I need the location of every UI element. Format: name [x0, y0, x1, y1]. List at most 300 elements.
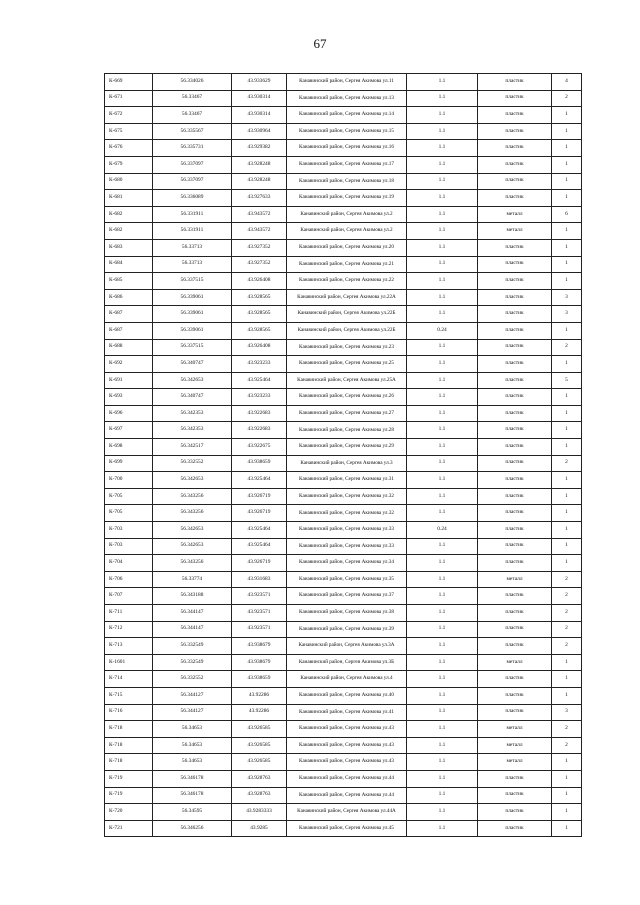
- site-code-cell: К-720: [105, 804, 153, 821]
- latitude-cell: 56.34653: [153, 721, 232, 738]
- table-row: [105, 505, 582, 522]
- longitude-cell: 43.926585: [232, 754, 287, 771]
- table-row: [105, 538, 582, 555]
- material-cell: пластик: [478, 322, 552, 339]
- longitude-cell: 43.926585: [232, 721, 287, 738]
- address-cell: Канавинский район, Сергея Акимова ул.3А: [287, 638, 407, 655]
- table-row: [105, 289, 582, 306]
- site-code-cell: К-703: [105, 522, 153, 539]
- site-code-cell: К-691: [105, 372, 153, 389]
- count-cell: 1: [552, 439, 582, 456]
- material-cell: пластик: [478, 339, 552, 356]
- count-cell: 1: [552, 770, 582, 787]
- volume-cell: 1.1: [407, 273, 478, 290]
- material-cell: пластик: [478, 289, 552, 306]
- volume-cell: 1.1: [407, 638, 478, 655]
- volume-cell: 1.1: [407, 737, 478, 754]
- count-cell: 2: [552, 588, 582, 605]
- material-cell: пластик: [478, 439, 552, 456]
- page-number: 67: [313, 36, 327, 51]
- volume-cell: 1.1: [407, 223, 478, 240]
- latitude-cell: 56.342653: [153, 372, 232, 389]
- longitude-cell: 43.933629: [232, 74, 287, 91]
- address-cell: Канавинский район, Сергея Акимова ул.32: [287, 505, 407, 522]
- longitude-cell: 43.925464: [232, 538, 287, 555]
- site-code-cell: К-687: [105, 322, 153, 339]
- volume-cell: 0.24: [407, 522, 478, 539]
- count-cell: 4: [552, 74, 582, 91]
- volume-cell: 1.1: [407, 107, 478, 124]
- longitude-cell: 43.926719: [232, 555, 287, 572]
- site-code-cell: К-693: [105, 389, 153, 406]
- address-cell: Канавинский район, Сергея Акимова ул.33: [287, 538, 407, 555]
- table-row: [105, 754, 582, 771]
- table-row: [105, 737, 582, 754]
- material-cell: пластик: [478, 704, 552, 721]
- latitude-cell: 56.343188: [153, 588, 232, 605]
- count-cell: 1: [552, 472, 582, 489]
- latitude-cell: 56.33713: [153, 256, 232, 273]
- latitude-cell: 56.331911: [153, 223, 232, 240]
- table-row: [105, 405, 582, 422]
- material-cell: металл: [478, 737, 552, 754]
- volume-cell: 1.1: [407, 405, 478, 422]
- count-cell: 1: [552, 538, 582, 555]
- address-cell: Канавинский район, Сергея Акимова ул.41: [287, 704, 407, 721]
- address-cell: Канавинский район, Сергея Акимова ул.44: [287, 770, 407, 787]
- volume-cell: 1.1: [407, 306, 478, 323]
- address-cell: Канавинский район, Сергея Акимова ул.40: [287, 687, 407, 704]
- address-cell: Канавинский район, Сергея Акимова ул.44: [287, 787, 407, 804]
- latitude-cell: 56.346256: [153, 820, 232, 837]
- latitude-cell: 56.344127: [153, 687, 232, 704]
- site-code-cell: К-716: [105, 704, 153, 721]
- site-code-cell: К-671: [105, 90, 153, 107]
- site-code-cell: К-714: [105, 671, 153, 688]
- site-code-cell: К-711: [105, 605, 153, 622]
- table-row: [105, 422, 582, 439]
- latitude-cell: 56.343256: [153, 555, 232, 572]
- volume-cell: 1.1: [407, 256, 478, 273]
- table-row: [105, 190, 582, 207]
- material-cell: пластик: [478, 173, 552, 190]
- site-code-cell: К-699: [105, 455, 153, 472]
- volume-cell: 1.1: [407, 787, 478, 804]
- longitude-cell: 43.927352: [232, 239, 287, 256]
- material-cell: пластик: [478, 190, 552, 207]
- longitude-cell: 43.928565: [232, 306, 287, 323]
- count-cell: 1: [552, 804, 582, 821]
- volume-cell: 1.1: [407, 804, 478, 821]
- material-cell: металл: [478, 571, 552, 588]
- material-cell: пластик: [478, 555, 552, 572]
- table-row: [105, 704, 582, 721]
- material-cell: пластик: [478, 389, 552, 406]
- material-cell: пластик: [478, 472, 552, 489]
- latitude-cell: 56.332552: [153, 671, 232, 688]
- volume-cell: 1.1: [407, 588, 478, 605]
- volume-cell: 1.1: [407, 671, 478, 688]
- count-cell: 6: [552, 206, 582, 223]
- site-code-cell: К-697: [105, 422, 153, 439]
- latitude-cell: 56.33713: [153, 239, 232, 256]
- material-cell: пластик: [478, 156, 552, 173]
- count-cell: 1: [552, 389, 582, 406]
- site-code-cell: К-676: [105, 140, 153, 157]
- site-code-cell: К-681: [105, 190, 153, 207]
- volume-cell: 0.24: [407, 322, 478, 339]
- longitude-cell: 43.925464: [232, 522, 287, 539]
- table-row: [105, 555, 582, 572]
- latitude-cell: 56.34595: [153, 804, 232, 821]
- site-code-cell: К-715: [105, 687, 153, 704]
- count-cell: 2: [552, 90, 582, 107]
- table-row: [105, 339, 582, 356]
- count-cell: 3: [552, 306, 582, 323]
- count-cell: 1: [552, 654, 582, 671]
- count-cell: 1: [552, 505, 582, 522]
- count-cell: 1: [552, 356, 582, 373]
- longitude-cell: 43.9283333: [232, 804, 287, 821]
- address-cell: Канавинский район, Сергея Акимова ул.39: [287, 621, 407, 638]
- longitude-cell: 43.928565: [232, 322, 287, 339]
- address-cell: Канавинский район, Сергея Акимова ул.19: [287, 190, 407, 207]
- volume-cell: 1.1: [407, 356, 478, 373]
- count-cell: 1: [552, 488, 582, 505]
- site-code-cell: К-682: [105, 206, 153, 223]
- count-cell: 2: [552, 721, 582, 738]
- longitude-cell: 43.929382: [232, 140, 287, 157]
- latitude-cell: 56.344147: [153, 621, 232, 638]
- volume-cell: 1.1: [407, 654, 478, 671]
- site-code-cell: К-703: [105, 538, 153, 555]
- table-row: [105, 787, 582, 804]
- address-cell: Канавинский район, Сергея Акимова ул.38: [287, 605, 407, 622]
- site-code-cell: К-705: [105, 488, 153, 505]
- longitude-cell: 43.943572: [232, 206, 287, 223]
- count-cell: 1: [552, 405, 582, 422]
- table-row: [105, 123, 582, 140]
- longitude-cell: 43.943572: [232, 223, 287, 240]
- site-code-cell: К-684: [105, 256, 153, 273]
- site-code-cell: К-704: [105, 555, 153, 572]
- count-cell: 1: [552, 223, 582, 240]
- table-row: [105, 173, 582, 190]
- latitude-cell: 56.337515: [153, 273, 232, 290]
- latitude-cell: 56.332552: [153, 455, 232, 472]
- latitude-cell: 56.335731: [153, 140, 232, 157]
- material-cell: пластик: [478, 538, 552, 555]
- material-cell: пластик: [478, 372, 552, 389]
- address-cell: Канавинский район, Сергея Акимова ул.22А: [287, 289, 407, 306]
- material-cell: пластик: [478, 687, 552, 704]
- count-cell: 1: [552, 671, 582, 688]
- latitude-cell: 56.340747: [153, 389, 232, 406]
- longitude-cell: 43.923571: [232, 621, 287, 638]
- count-cell: 2: [552, 737, 582, 754]
- longitude-cell: 43.928248: [232, 156, 287, 173]
- site-code-cell: К-718: [105, 754, 153, 771]
- material-cell: пластик: [478, 588, 552, 605]
- latitude-cell: 56.331911: [153, 206, 232, 223]
- latitude-cell: 56.33467: [153, 90, 232, 107]
- longitude-cell: 43.928565: [232, 289, 287, 306]
- material-cell: пластик: [478, 123, 552, 140]
- longitude-cell: 43.923233: [232, 389, 287, 406]
- volume-cell: 1.1: [407, 372, 478, 389]
- address-cell: Канавинский район, Сергея Акимова ул.43: [287, 721, 407, 738]
- site-code-cell: К-680: [105, 173, 153, 190]
- table-row: [105, 140, 582, 157]
- longitude-cell: 43.928763: [232, 787, 287, 804]
- table-row: [105, 588, 582, 605]
- material-cell: пластик: [478, 522, 552, 539]
- table-row: [105, 687, 582, 704]
- longitude-cell: 43.927633: [232, 190, 287, 207]
- material-cell: пластик: [478, 239, 552, 256]
- volume-cell: 1.1: [407, 621, 478, 638]
- site-code-cell: К-683: [105, 239, 153, 256]
- address-cell: Канавинский район, Сергея Акимова ул.4: [287, 671, 407, 688]
- count-cell: 1: [552, 322, 582, 339]
- volume-cell: 1.1: [407, 472, 478, 489]
- address-cell: Канавинский район, Сергея Акимова ул.34: [287, 555, 407, 572]
- site-code-cell: К-719: [105, 770, 153, 787]
- count-cell: 1: [552, 555, 582, 572]
- longitude-cell: 43.928763: [232, 770, 287, 787]
- table-row: [105, 90, 582, 107]
- longitude-cell: 43.928248: [232, 173, 287, 190]
- latitude-cell: 56.342653: [153, 522, 232, 539]
- volume-cell: 1.1: [407, 173, 478, 190]
- address-cell: Канавинский район, Сергея Акимова ул.16: [287, 140, 407, 157]
- material-cell: пластик: [478, 74, 552, 91]
- site-code-cell: К-713: [105, 638, 153, 655]
- count-cell: 2: [552, 638, 582, 655]
- longitude-cell: 43.926719: [232, 488, 287, 505]
- site-code-cell: К-700: [105, 472, 153, 489]
- material-cell: металл: [478, 654, 552, 671]
- material-cell: пластик: [478, 405, 552, 422]
- volume-cell: 1.1: [407, 820, 478, 837]
- latitude-cell: 56.337097: [153, 156, 232, 173]
- material-cell: пластик: [478, 306, 552, 323]
- count-cell: 1: [552, 156, 582, 173]
- volume-cell: 1.1: [407, 605, 478, 622]
- table-row: [105, 455, 582, 472]
- address-cell: Канавинский район, Сергея Акимова ул.43: [287, 754, 407, 771]
- site-code-cell: К-719: [105, 787, 153, 804]
- volume-cell: 1.1: [407, 538, 478, 555]
- volume-cell: 1.1: [407, 289, 478, 306]
- longitude-cell: 43.938679: [232, 638, 287, 655]
- longitude-cell: 43.923571: [232, 588, 287, 605]
- table-row: [105, 223, 582, 240]
- count-cell: 1: [552, 173, 582, 190]
- table-row: [105, 621, 582, 638]
- table-row: [105, 322, 582, 339]
- site-code-cell: К-679: [105, 156, 153, 173]
- address-cell: Канавинский район, Сергея Акимова ул.31: [287, 472, 407, 489]
- longitude-cell: 43.923233: [232, 356, 287, 373]
- table-row: [105, 638, 582, 655]
- latitude-cell: 56.343256: [153, 505, 232, 522]
- longitude-cell: 43.926408: [232, 339, 287, 356]
- latitude-cell: 56.342517: [153, 439, 232, 456]
- longitude-cell: 43.925464: [232, 372, 287, 389]
- material-cell: металл: [478, 721, 552, 738]
- latitude-cell: 56.336089: [153, 190, 232, 207]
- latitude-cell: 56.346178: [153, 770, 232, 787]
- address-cell: Канавинский район, Сергея Акимова ул.3: [287, 455, 407, 472]
- table-row: [105, 671, 582, 688]
- latitude-cell: 56.343256: [153, 488, 232, 505]
- material-cell: пластик: [478, 671, 552, 688]
- table-row: [105, 605, 582, 622]
- count-cell: 1: [552, 239, 582, 256]
- address-cell: Канавинский район, Сергея Акимова ул.23: [287, 339, 407, 356]
- address-cell: Канавинский район, Сергея Акимова ул.18: [287, 173, 407, 190]
- material-cell: пластик: [478, 488, 552, 505]
- longitude-cell: 43.922675: [232, 439, 287, 456]
- site-code-cell: К-718: [105, 737, 153, 754]
- latitude-cell: 56.342653: [153, 472, 232, 489]
- count-cell: 1: [552, 687, 582, 704]
- table-row: [105, 372, 582, 389]
- volume-cell: 1.1: [407, 389, 478, 406]
- volume-cell: 1.1: [407, 206, 478, 223]
- table-row: [105, 107, 582, 124]
- count-cell: 1: [552, 123, 582, 140]
- count-cell: 1: [552, 522, 582, 539]
- latitude-cell: 56.344147: [153, 605, 232, 622]
- table-row: [105, 389, 582, 406]
- address-cell: Канавинский район, Сергея Акимова ул.11: [287, 74, 407, 91]
- site-code-cell: К-685: [105, 273, 153, 290]
- address-cell: Канавинский район, Сергея Акимова ул.14: [287, 107, 407, 124]
- site-code-cell: К-698: [105, 439, 153, 456]
- volume-cell: 1.1: [407, 439, 478, 456]
- address-cell: Канавинский район, Сергея Акимова ул.43: [287, 737, 407, 754]
- volume-cell: 1.1: [407, 555, 478, 572]
- table-row: [105, 820, 582, 837]
- count-cell: 1: [552, 787, 582, 804]
- latitude-cell: 56.337515: [153, 339, 232, 356]
- longitude-cell: 43.926408: [232, 273, 287, 290]
- volume-cell: 1.1: [407, 754, 478, 771]
- site-code-cell: К-718: [105, 721, 153, 738]
- address-cell: Канавинский район, Сергея Акимова ул.26: [287, 389, 407, 406]
- site-code-cell: К-705: [105, 505, 153, 522]
- latitude-cell: 56.339061: [153, 322, 232, 339]
- latitude-cell: 56.334026: [153, 74, 232, 91]
- count-cell: 3: [552, 289, 582, 306]
- table-row: [105, 439, 582, 456]
- latitude-cell: 56.34653: [153, 737, 232, 754]
- material-cell: пластик: [478, 638, 552, 655]
- latitude-cell: 56.34653: [153, 754, 232, 771]
- volume-cell: 1.1: [407, 123, 478, 140]
- table-row: [105, 770, 582, 787]
- latitude-cell: 56.340747: [153, 356, 232, 373]
- latitude-cell: 56.337097: [153, 173, 232, 190]
- material-cell: пластик: [478, 256, 552, 273]
- table-row: [105, 654, 582, 671]
- table-row: [105, 206, 582, 223]
- longitude-cell: 43.922683: [232, 405, 287, 422]
- address-cell: Канавинский район, Сергея Акимова ул.15: [287, 123, 407, 140]
- material-cell: металл: [478, 754, 552, 771]
- material-cell: металл: [478, 206, 552, 223]
- table-row: [105, 156, 582, 173]
- volume-cell: 1.1: [407, 571, 478, 588]
- address-cell: Канавинский район, Сергея Акимова ул.27: [287, 405, 407, 422]
- count-cell: 2: [552, 621, 582, 638]
- latitude-cell: 56.33467: [153, 107, 232, 124]
- address-cell: Канавинский район, Сергея Акимова ул.25: [287, 356, 407, 373]
- longitude-cell: 43.926585: [232, 737, 287, 754]
- volume-cell: 1.1: [407, 74, 478, 91]
- table-row: [105, 522, 582, 539]
- address-cell: Канавинский район, Сергея Акимова ул.17: [287, 156, 407, 173]
- count-cell: 1: [552, 820, 582, 837]
- volume-cell: 1.1: [407, 90, 478, 107]
- site-code-cell: К-707: [105, 588, 153, 605]
- latitude-cell: 56.332549: [153, 638, 232, 655]
- count-cell: 1: [552, 256, 582, 273]
- table-row: [105, 356, 582, 373]
- count-cell: 1: [552, 273, 582, 290]
- material-cell: металл: [478, 223, 552, 240]
- container-sites-table: [104, 73, 582, 837]
- address-cell: Канавинский район, Сергея Акимова ул.37: [287, 588, 407, 605]
- volume-cell: 1.1: [407, 488, 478, 505]
- address-cell: Канавинский район, Сергея Акимова ул.22Б: [287, 306, 407, 323]
- table-row: [105, 74, 582, 91]
- table-row: [105, 472, 582, 489]
- site-code-cell: К-687: [105, 306, 153, 323]
- longitude-cell: 43.930964: [232, 123, 287, 140]
- table-row: [105, 239, 582, 256]
- site-code-cell: К-712: [105, 621, 153, 638]
- latitude-cell: 56.339061: [153, 306, 232, 323]
- material-cell: пластик: [478, 605, 552, 622]
- material-cell: пластик: [478, 820, 552, 837]
- site-code-cell: К-692: [105, 356, 153, 373]
- latitude-cell: 56.342353: [153, 405, 232, 422]
- longitude-cell: 43.938659: [232, 671, 287, 688]
- volume-cell: 1.1: [407, 505, 478, 522]
- volume-cell: 1.1: [407, 422, 478, 439]
- material-cell: пластик: [478, 804, 552, 821]
- volume-cell: 1.1: [407, 239, 478, 256]
- site-code-cell: К-706: [105, 571, 153, 588]
- count-cell: 3: [552, 704, 582, 721]
- material-cell: пластик: [478, 621, 552, 638]
- volume-cell: 1.1: [407, 721, 478, 738]
- longitude-cell: 43.926719: [232, 505, 287, 522]
- address-cell: Канавинский район, Сергея Акимова ул.29: [287, 439, 407, 456]
- address-cell: Канавинский район, Сергея Акимова ул.32: [287, 488, 407, 505]
- longitude-cell: 43.930314: [232, 107, 287, 124]
- longitude-cell: 43.923571: [232, 605, 287, 622]
- table-row: [105, 804, 582, 821]
- latitude-cell: 56.332549: [153, 654, 232, 671]
- count-cell: 1: [552, 422, 582, 439]
- site-code-cell: К-675: [105, 123, 153, 140]
- count-cell: 1: [552, 190, 582, 207]
- count-cell: 2: [552, 455, 582, 472]
